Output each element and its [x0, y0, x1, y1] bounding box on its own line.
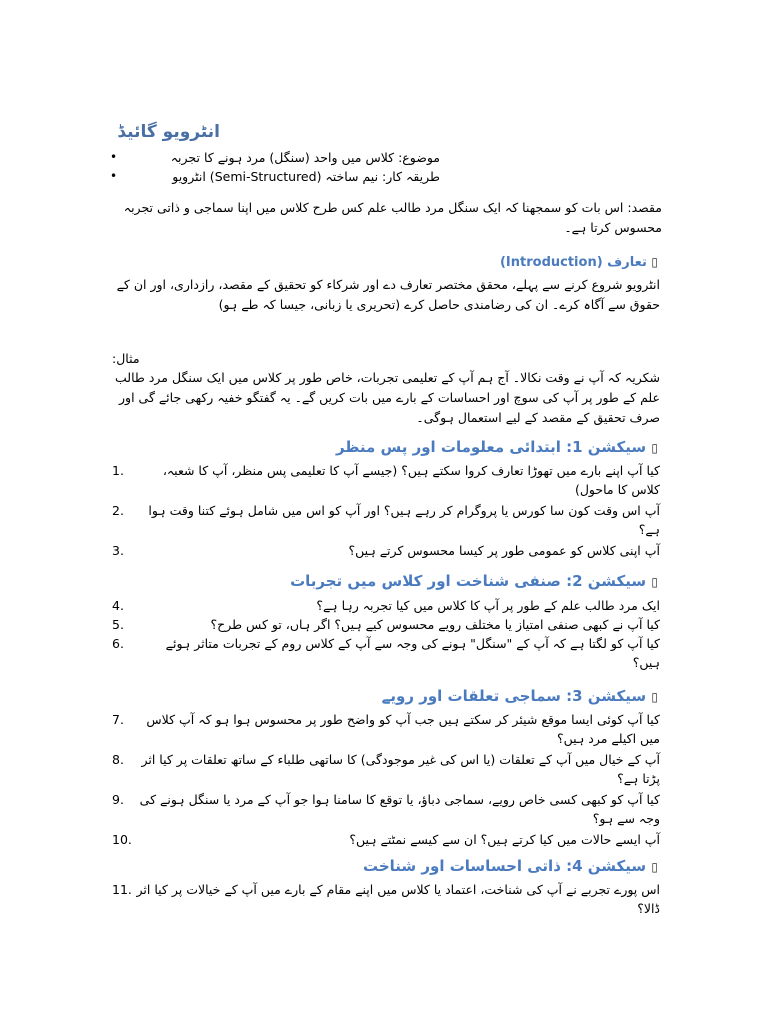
question-item — [112, 541, 660, 560]
question-number: 10. — [112, 832, 132, 847]
question-item — [112, 710, 660, 748]
question-item — [112, 501, 660, 539]
question-text: آپ کے خیال میں آپ کے تعلقات (یا اس کی غیر موجودگی) کا ساتھی طلباء کے ساتھ تعلقات پر کیا اثر پڑتا ہے؟ — [141, 752, 660, 786]
bullet-text: طریقہ کار: نیم ساختہ (Semi-Structured) انٹرویو — [172, 169, 440, 184]
intro-heading-text: تعارف (Introduction) — [499, 255, 647, 270]
purpose-paragraph: مقصد: اس بات کو سمجھنا کہ ایک سنگل مرد طالب علم کس طرح کلاس میں اپنا سماجی و ذاتی تجربہ محسوس کرتا ہے۔ — [123, 200, 662, 235]
heading-glyph-icon: ▯ — [651, 575, 658, 589]
question-number: 3. — [112, 543, 124, 558]
question-text: آپ ایسے حالات میں کیا کرتے ہیں؟ ان سے کیسے نمٹتے ہیں؟ — [349, 832, 660, 847]
question-number: 7. — [112, 712, 124, 727]
section-heading-text: سیکشن 4: ذاتی احساسات اور شناخت — [362, 857, 647, 875]
section-4-questions — [112, 880, 660, 918]
bullet-icon: • — [110, 169, 118, 183]
bullet-item-topic — [110, 150, 440, 169]
section-1-questions — [112, 461, 660, 560]
example-paragraph: شکریہ کہ آپ نے وقت نکالا۔ آج ہم آپ کے تعلیمی تجربات، خاص طور پر کلاس میں ایک سنگل مرد طالب علم کے طور پر آپ کی سوچ اور احساسات کے بارے میں بات کریں گے۔ یہ گفتگو خفیہ رکھی جائے گی اور صرف تحقیق کے مقصد کے لیے استعمال ہوگی۔ — [115, 370, 660, 425]
question-text: کیا آپ کو لگتا ہے کہ آپ کے "سنگل" ہونے کی وجہ سے آپ کے کلاس روم کے تجربات متاثر ہوئے ہیں؟ — [165, 636, 660, 670]
example-label: مثال: — [112, 351, 140, 366]
question-number: 9. — [112, 792, 124, 807]
section-3-heading — [112, 685, 660, 708]
question-number: 4. — [112, 598, 124, 613]
bullet-text: موضوع: کلاس میں واحد (سنگل) مرد ہونے کا تجربہ — [170, 150, 440, 165]
question-item — [112, 596, 660, 615]
question-text: کیا آپ اپنے بارے میں تھوڑا تعارف کروا سکتے ہیں؟ (جیسے آپ کا تعلیمی پس منظر، آپ کا شعبہ، کلاس کا ماحول) — [162, 463, 660, 497]
question-text: کیا آپ کو کبھی کسی خاص رویے، سماجی دباؤ، یا توقع کا سامنا ہوا جو آپ کے مرد یا سنگل ہونے کی وجہ سے ہو؟ — [139, 792, 660, 826]
topic-bullet-list — [110, 150, 440, 188]
question-text: ایک مرد طالب علم کے طور پر آپ کا کلاس میں کیا تجربہ رہا ہے؟ — [316, 598, 660, 613]
question-text: اس پورے تجربے نے آپ کی شناخت، اعتماد یا کلاس میں اپنے مقام کے بارے میں آپ کے خیالات پر کیا اثر ڈالا؟ — [136, 882, 660, 916]
section-1-heading — [112, 436, 660, 459]
question-text: آپ اپنی کلاس کو عمومی طور پر کیسا محسوس کرتے ہیں؟ — [348, 543, 660, 558]
question-number: 5. — [112, 617, 124, 632]
section-heading-text: سیکشن 3: سماجی تعلقات اور رویے — [381, 687, 647, 705]
question-item — [112, 790, 660, 828]
question-item — [112, 880, 660, 918]
bullet-icon: • — [110, 150, 118, 164]
question-number: 2. — [112, 503, 124, 518]
heading-glyph-icon: ▯ — [651, 441, 658, 455]
question-item — [112, 634, 660, 672]
question-item — [112, 461, 660, 499]
question-number: 1. — [112, 463, 124, 478]
question-item — [112, 750, 660, 788]
intro-heading — [112, 251, 660, 274]
heading-glyph-icon: ▯ — [651, 255, 658, 269]
intro-paragraph: انٹرویو شروع کرنے سے پہلے، محقق مختصر تعارف دے اور شرکاء کو تحقیق کے مقصد، رازداری، اور ان کے حقوق سے آگاہ کرے۔ ان کی رضامندی حاصل کرے (تحریری یا زبانی، جیسا کہ طے ہو) — [116, 277, 660, 312]
section-2-heading — [112, 570, 660, 593]
heading-glyph-icon: ▯ — [651, 690, 658, 704]
heading-glyph-icon: ▯ — [651, 860, 658, 874]
question-item — [112, 830, 660, 849]
section-4-heading — [112, 855, 660, 878]
question-item — [112, 615, 660, 634]
question-text: کیا آپ نے کبھی صنفی امتیاز یا مختلف رویے محسوس کیے ہیں؟ اگر ہاں، تو کس طرح؟ — [210, 617, 660, 632]
bullet-item-method — [110, 169, 440, 188]
section-heading-text: سیکشن 1: ابتدائی معلومات اور پس منظر — [335, 438, 647, 456]
section-heading-text: سیکشن 2: صنفی شناخت اور کلاس میں تجربات — [290, 572, 647, 590]
question-number: 6. — [112, 636, 124, 651]
question-text: آپ اس وقت کون سا کورس یا پروگرام کر رہے ہیں؟ اور آپ کو اس میں شامل ہوئے کتنا وقت ہوا ہے؟ — [148, 503, 660, 537]
section-2-questions — [112, 596, 660, 672]
section-3-questions — [112, 710, 660, 849]
page-title: انٹرویو گائیڈ — [117, 122, 220, 142]
question-number: 8. — [112, 752, 124, 767]
question-text: کیا آپ کوئی ایسا موقع شیئر کر سکتے ہیں جب آپ کو واضح طور پر محسوس ہوا ہو کہ آپ کلاس میں اکیلے مرد ہیں؟ — [146, 712, 660, 746]
question-number: 11. — [112, 882, 132, 897]
